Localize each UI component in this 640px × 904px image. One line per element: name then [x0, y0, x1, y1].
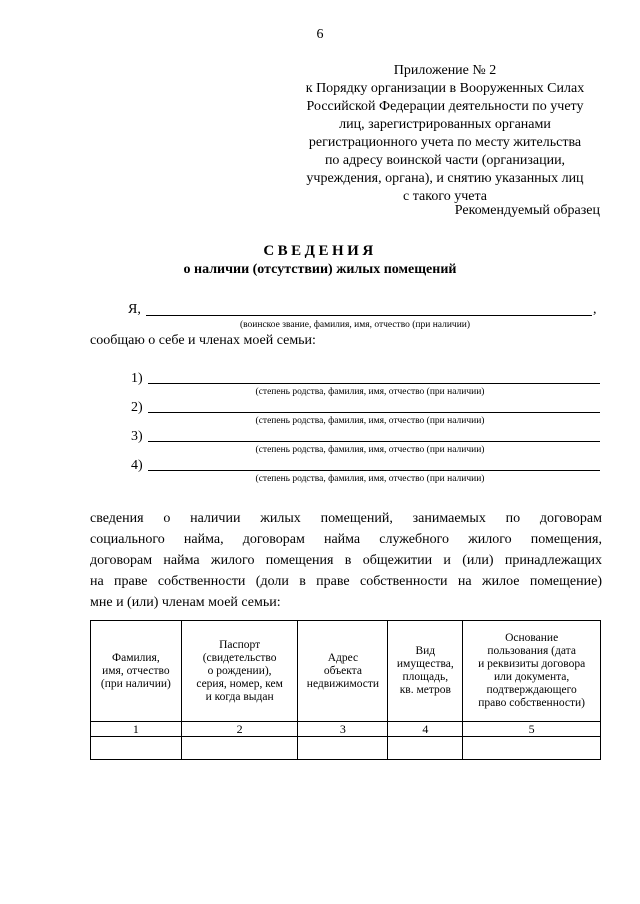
family-member-number: 4): [131, 458, 143, 473]
column-number-row: [91, 722, 601, 737]
page-number: 6: [316, 27, 324, 42]
family-member-hint: (степень родства, фамилия, имя, отчество (при наличии): [255, 387, 485, 397]
paragraph-line: мне и (или) членам моей семьи:: [90, 595, 281, 610]
table-cell[interactable]: [463, 737, 601, 760]
appendix-line: с такого учета: [403, 189, 487, 204]
appendix-line: учреждения, органа), и снятию указанных лиц: [306, 171, 584, 186]
appendix-line: лиц, зарегистрированных органами: [339, 117, 551, 132]
family-member-hint: (степень родства, фамилия, имя, отчество (при наличии): [255, 474, 485, 484]
paragraph-line: социального найма, договорам найма служебного жилого помещения,: [90, 532, 602, 547]
declarant-prefix: Я,: [128, 302, 141, 317]
family-member-field[interactable]: [148, 383, 600, 384]
document-title: СВЕДЕНИЯ: [263, 243, 377, 259]
appendix-header: [270, 62, 620, 206]
header-basis: Основание пользования (дата и реквизиты договора или документа, подтверждающего право собственности): [463, 621, 601, 722]
family-member-number: 1): [131, 371, 143, 386]
table-cell[interactable]: [298, 737, 388, 760]
table-cell[interactable]: [91, 737, 182, 760]
table-cell[interactable]: [181, 737, 298, 760]
table-cell[interactable]: [388, 737, 463, 760]
report-text: сообщаю о себе и членах моей семьи:: [90, 333, 316, 348]
declarant-comma: ,: [593, 302, 597, 317]
header-passport: Паспорт (свидетельство о рождении), серия, номер, кем и когда выдан: [181, 621, 298, 722]
family-member-field[interactable]: [148, 412, 600, 413]
family-member-field[interactable]: [148, 470, 600, 471]
paragraph-line: на праве собственности (доли в праве собственности на жилое помещение): [90, 574, 602, 589]
appendix-line: к Порядку организации в Вооруженных Силах: [305, 81, 585, 96]
column-number: 1: [91, 722, 182, 737]
sample-label: Рекомендуемый образец: [454, 203, 600, 218]
paragraph-line: сведения о наличии жилых помещений, занимаемых по договорам: [90, 511, 602, 526]
family-member-hint: (степень родства, фамилия, имя, отчество (при наличии): [255, 416, 485, 426]
appendix-line: Приложение № 2: [393, 63, 497, 78]
header-full-name: Фамилия, имя, отчество (при наличии): [91, 621, 182, 722]
column-number: 5: [463, 722, 601, 737]
declarant-hint: (воинское звание, фамилия, имя, отчество (при наличии): [239, 320, 471, 330]
housing-info-paragraph: [90, 508, 602, 613]
header-property-type: Вид имущества, площадь, кв. метров: [388, 621, 463, 722]
column-number: 3: [298, 722, 388, 737]
family-member-number: 2): [131, 400, 143, 415]
family-member-number: 3): [131, 429, 143, 444]
appendix-line: Российской Федерации деятельности по учету: [306, 99, 584, 114]
table-header-row: [91, 621, 601, 722]
declarant-name-field[interactable]: [146, 315, 592, 316]
column-number: 2: [181, 722, 298, 737]
paragraph-line: договорам найма жилого помещения в общежитии и (или) принадлежащих: [90, 553, 602, 568]
appendix-line: по адресу воинской части (организации,: [324, 153, 566, 168]
document-subtitle: о наличии (отсутствии) жилых помещений: [183, 262, 457, 277]
appendix-line: регистрационного учета по месту жительства: [308, 135, 582, 150]
housing-table: [90, 620, 601, 760]
family-member-field[interactable]: [148, 441, 600, 442]
family-member-hint: (степень родства, фамилия, имя, отчество (при наличии): [255, 445, 485, 455]
table-row: [91, 737, 601, 760]
header-address: Адрес объекта недвижимости: [298, 621, 388, 722]
column-number: 4: [388, 722, 463, 737]
